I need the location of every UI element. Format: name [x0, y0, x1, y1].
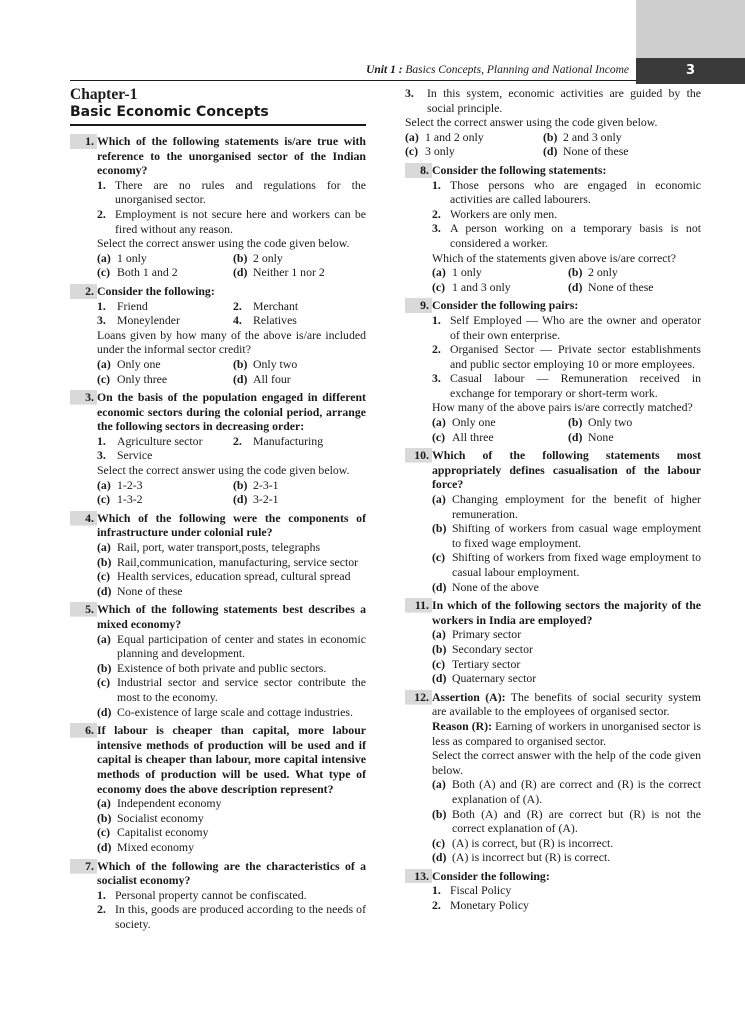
option-d: None of these: [117, 583, 183, 598]
option-label: (b): [97, 660, 112, 675]
option-c: 1-3-2: [117, 492, 143, 507]
statement: A person working on a temporary basis is not considered a worker.: [450, 221, 701, 250]
question-8: [405, 163, 701, 294]
option-a: Primary sector: [452, 627, 522, 642]
question-4: [70, 511, 366, 599]
question-number: 12.: [414, 689, 429, 704]
statement: Those persons who are engaged in economic activities are called labourers.: [450, 177, 701, 207]
statement: There are no rules and regulations for the unorganised sector.: [115, 177, 366, 207]
option-a: Equal participation of center and states in economic planning and development.: [117, 631, 366, 661]
question-7: [70, 859, 366, 932]
statement: In this, goods are produced according to the needs of society.: [115, 902, 366, 931]
option-label: (d): [432, 850, 447, 865]
option-label: (c): [405, 144, 419, 159]
option-label: (d): [233, 265, 248, 280]
pair: Organised Sector — Private sector establishments and public sector employing 10 or more employees.: [450, 342, 701, 371]
option-label: (c): [432, 429, 446, 444]
question-number: 9.: [405, 298, 432, 313]
question-number: 4.: [85, 510, 94, 525]
chapter-title: Basic Economic Concepts: [70, 103, 366, 126]
question-number: 2.: [70, 284, 97, 299]
statement-number: 2.: [432, 206, 441, 221]
instruction: Which of the statements given above is/are correct?: [432, 250, 677, 265]
option-b: 2 only: [253, 250, 283, 265]
question-number: 8.: [405, 163, 432, 178]
question-9: [405, 298, 701, 444]
instruction: Select the correct answer using the code given below.: [405, 115, 658, 130]
option-label: (c): [97, 371, 111, 386]
question-text: Consider the following pairs:: [432, 298, 579, 313]
option-b: Only two: [253, 356, 298, 371]
option-b: Socialist economy: [117, 810, 204, 825]
option-label: (b): [432, 521, 447, 536]
option-label: (c): [432, 550, 446, 565]
option-d: Co-existence of large scale and cottage industries.: [117, 704, 353, 719]
header-rule: [70, 80, 636, 81]
option-d: None: [588, 429, 614, 444]
option-label: (a): [432, 415, 446, 430]
statement: In this system, economic activities are guided by the social principle.: [427, 86, 701, 115]
statement-number: 1.: [97, 177, 106, 192]
option-d: None of these: [563, 144, 629, 159]
statement-number: 2.: [97, 206, 106, 221]
item: Fiscal Policy: [450, 883, 512, 898]
unit-label: Unit 1 :: [366, 64, 403, 76]
option-label: (b): [568, 415, 583, 430]
option-label: (d): [97, 704, 112, 719]
option-label: (d): [97, 583, 112, 598]
item-number: 1.: [432, 883, 441, 898]
question-number: 3.: [85, 390, 94, 405]
option-c: Shifting of workers from fixed wage employment to casual labour employment.: [452, 550, 701, 579]
option-label: (a): [405, 129, 419, 144]
question-10: [405, 448, 701, 594]
assertion: The benefits of social security system are available to the employees of organised sector.: [432, 689, 701, 719]
item-number: 4.: [233, 313, 242, 328]
option-label: (a): [97, 477, 111, 492]
option-c: All three: [452, 429, 494, 444]
option-label: (d): [543, 144, 558, 159]
option-label: (c): [432, 279, 446, 294]
question-text: If labour is cheaper than capital, more labour intensive methods of production will be used and if capital is cheaper than labour, more capital intensive methods of production will be used. What type of economy does the above description represent?: [97, 723, 366, 796]
question-7-continued: [405, 86, 701, 159]
option-label: (d): [568, 429, 583, 444]
option-c: 1 and 3 only: [452, 279, 511, 294]
option-label: (a): [97, 540, 111, 555]
option-b: Only two: [588, 415, 633, 430]
option-label: (a): [97, 250, 111, 265]
left-column: [70, 86, 366, 935]
question-number: 6.: [85, 723, 94, 738]
item: Merchant: [253, 298, 299, 313]
option-a: 1 only: [117, 250, 147, 265]
option-c: Tertiary sector: [452, 656, 521, 671]
item-number: 3.: [97, 313, 106, 328]
chapter-label: Chapter-1: [70, 86, 138, 103]
option-label: (a): [432, 492, 446, 507]
option-c: Health services, education spread, cultural spread: [117, 569, 351, 584]
option-label: (b): [233, 477, 248, 492]
option-label: (b): [432, 641, 447, 656]
statement: Workers are only men.: [450, 206, 558, 221]
option-label: (b): [97, 554, 112, 569]
reason-label: Reason (R):: [432, 718, 493, 733]
option-label: (c): [97, 569, 111, 584]
question-1: [70, 134, 366, 280]
question-text: Which of the following statements best describes a mixed economy?: [97, 602, 366, 631]
option-b: Both (A) and (R) are correct but (R) is not the correct explanation of (A).: [452, 806, 701, 836]
question-11: [405, 598, 701, 686]
option-c: Industrial sector and service sector contribute the most to the economy.: [117, 675, 366, 704]
item: Manufacturing: [253, 433, 324, 448]
instruction: Select the correct answer using the code given below.: [97, 236, 350, 251]
item-number: 1.: [97, 298, 106, 313]
option-label: (c): [97, 675, 111, 690]
option-d: Quaternary sector: [452, 671, 537, 686]
question-text: Which of the following statements is/are true with reference to the unorganised sector of the Indian economy?: [97, 134, 366, 178]
question-2: [70, 284, 366, 386]
option-label: (a): [97, 796, 111, 811]
item: Service: [117, 448, 153, 463]
item-number: 3.: [97, 448, 106, 463]
question-number: 1.: [70, 134, 97, 149]
option-a: Both (A) and (R) are correct and (R) is the correct explanation of (A).: [452, 777, 701, 806]
option-c: Capitalist economy: [117, 825, 209, 840]
option-b: 2-3-1: [253, 477, 279, 492]
option-a: Changing employment for the benefit of higher remuneration.: [452, 492, 701, 521]
question-number: 13.: [405, 869, 432, 884]
corner-tab: [636, 0, 745, 58]
option-c: Only three: [117, 371, 168, 386]
option-label: (a): [432, 777, 446, 792]
option-b: 2 only: [588, 265, 618, 280]
option-label: (b): [233, 356, 248, 371]
question-text: On the basis of the population engaged in different economic sectors during the colonial period, arrange the following sectors in decreasing order:: [97, 390, 366, 434]
question-6: [70, 723, 366, 854]
instruction: Loans given by how many of the above is/are included under the informal sector credit?: [97, 327, 366, 357]
option-d: (A) is incorrect but (R) is correct.: [452, 850, 611, 865]
option-label: (c): [432, 835, 446, 850]
pair-number: 2.: [432, 342, 441, 357]
pair: Casual labour — Remuneration received in exchange for temporary or short-term work.: [450, 371, 701, 400]
option-label: (a): [432, 627, 446, 642]
question-12: [405, 690, 701, 865]
option-d: 3-2-1: [253, 492, 279, 507]
item-number: 2.: [233, 433, 242, 448]
option-label: (b): [233, 250, 248, 265]
reason: Earning of workers in unorganised sector is less as compared to organised sector.: [432, 718, 701, 748]
question-3: [70, 390, 366, 507]
question-text: Consider the following:: [432, 868, 550, 883]
option-label: (a): [432, 265, 446, 280]
option-a: Only one: [452, 415, 496, 430]
pair-number: 1.: [432, 312, 441, 327]
question-text: Consider the following statements:: [432, 162, 607, 177]
question-text: Which of the following are the characteristics of a socialist economy?: [97, 858, 366, 888]
question-number: 10.: [414, 448, 429, 463]
statement-number: 2.: [97, 902, 106, 917]
option-label: (d): [568, 279, 583, 294]
pair-number: 3.: [432, 371, 441, 386]
item-number: 2.: [432, 898, 441, 913]
option-c: (A) is correct, but (R) is incorrect.: [452, 835, 614, 850]
item: Moneylender: [117, 313, 180, 328]
question-text: Consider the following:: [97, 283, 215, 298]
item-number: 2.: [233, 298, 242, 313]
statement-number: 3.: [432, 221, 441, 236]
instruction: Select the correct answer using the code given below.: [97, 463, 350, 478]
option-label: (d): [233, 371, 248, 386]
option-a: Rail, port, water transport,posts, telegraphs: [117, 540, 321, 555]
option-label: (c): [97, 265, 111, 280]
option-b: Existence of both private and public sectors.: [117, 660, 327, 675]
option-label: (d): [233, 492, 248, 507]
question-text: Which of the following were the components of infrastructure under colonial rule?: [97, 510, 366, 540]
instruction: Select the correct answer with the help of the code given below.: [432, 748, 701, 777]
item: Relatives: [253, 313, 297, 328]
instruction: How many of the above pairs is/are correctly matched?: [432, 400, 693, 415]
option-d: Mixed economy: [117, 839, 194, 854]
option-label: (c): [97, 825, 111, 840]
option-b: Secondary sector: [452, 641, 533, 656]
option-label: (b): [97, 810, 112, 825]
option-b: 2 and 3 only: [563, 129, 622, 144]
option-c: Both 1 and 2: [117, 265, 178, 280]
statement: Personal property cannot be confiscated.: [115, 887, 307, 902]
option-label: (b): [432, 806, 447, 821]
option-d: Neither 1 nor 2: [253, 265, 325, 280]
pair: Self Employed — Who are the owner and operator of their own enterprise.: [450, 312, 701, 342]
option-label: (a): [97, 356, 111, 371]
statement-number: 1.: [97, 887, 106, 902]
question-text: Which of the following statements most appropriately defines casualisation of the labour force?: [432, 448, 701, 492]
option-d: All four: [253, 371, 291, 386]
question-number: 11.: [414, 598, 429, 613]
option-c: 3 only: [425, 144, 455, 159]
unit-subtitle: Basics Concepts, Planning and National Income: [405, 64, 629, 76]
question-text: In which of the following sectors the majority of the workers in India are employed?: [432, 598, 701, 627]
option-a: 1 and 2 only: [425, 129, 484, 144]
option-d: None of the above: [452, 579, 539, 594]
question-13: [405, 869, 701, 913]
right-column: [405, 86, 701, 917]
option-label: (d): [97, 839, 112, 854]
option-label: (b): [568, 265, 583, 280]
running-header: [366, 63, 629, 77]
option-label: (d): [432, 671, 447, 686]
option-d: None of these: [588, 279, 654, 294]
statement-number: 3.: [405, 86, 414, 100]
question-number: 7.: [85, 858, 94, 873]
option-label: (c): [97, 492, 111, 507]
item: Agriculture sector: [117, 433, 203, 448]
option-label: (b): [543, 129, 558, 144]
option-a: Independent economy: [117, 796, 222, 811]
option-b: Shifting of workers from casual wage employment to fixed wage employment.: [452, 521, 701, 550]
option-a: 1-2-3: [117, 477, 143, 492]
assertion-label: Assertion (A):: [432, 689, 506, 704]
item-number: 1.: [97, 433, 106, 448]
option-b: Rail,communication, manufacturing, service sector: [117, 554, 359, 569]
item: Friend: [117, 298, 148, 313]
question-number: 5.: [85, 602, 94, 617]
option-a: Only one: [117, 356, 161, 371]
statement-number: 1.: [432, 177, 441, 192]
item: Monetary Policy: [450, 898, 529, 913]
option-label: (d): [432, 579, 447, 594]
question-5: [70, 602, 366, 719]
option-a: 1 only: [452, 265, 482, 280]
option-label: (c): [432, 656, 446, 671]
statement: Employment is not secure here and workers can be fired without any reason.: [115, 206, 366, 236]
option-label: (a): [97, 631, 111, 646]
page-number: 3: [636, 58, 745, 84]
